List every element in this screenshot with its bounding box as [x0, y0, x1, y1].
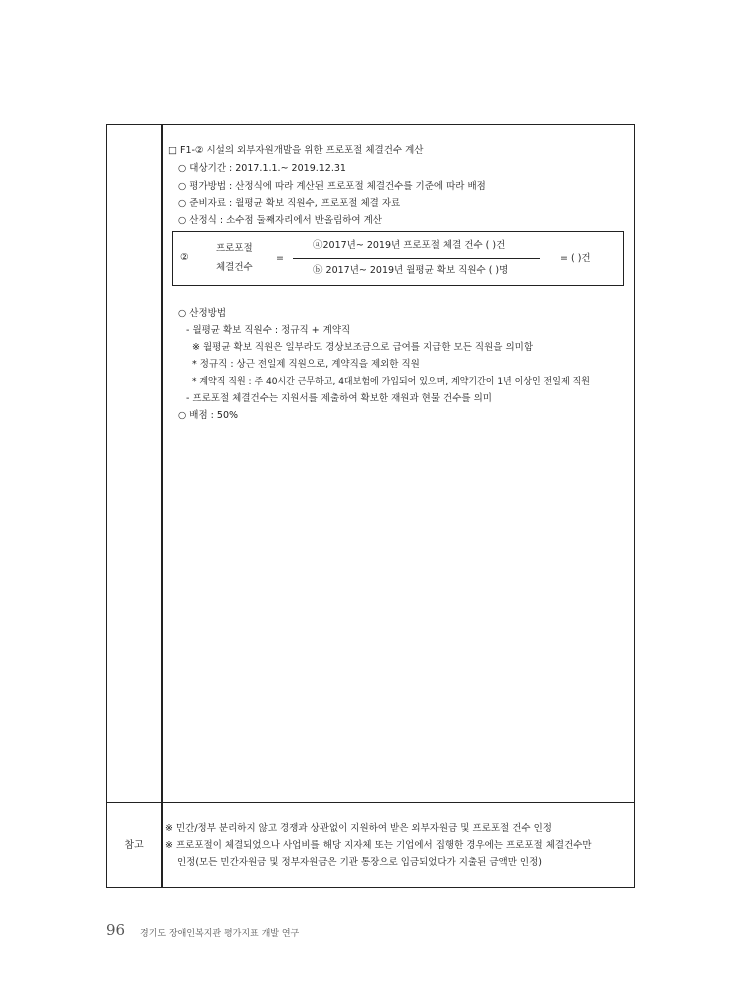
- reference-note: 인정(모든 민간자원금 및 정부자원금은 기관 통장으로 입금되었다가 지출된 금액만 인정): [177, 857, 542, 868]
- item-materials: ○ 준비자료 : 월평균 확보 직원수, 프로포절 체결 자료: [178, 198, 401, 209]
- formula-denominator: ⓑ 2017년~ 2019년 월평균 확보 직원수 ( )명: [313, 265, 509, 276]
- item-formula-rule: ○ 산정식 : 소수점 둘째자리에서 반올림하여 계산: [178, 215, 382, 226]
- method-line: * 정규직 : 상근 전일제 직원으로, 계약직을 제외한 직원: [192, 359, 420, 370]
- formula-label-line1: 프로포절: [216, 243, 253, 254]
- row-divider: [106, 802, 635, 803]
- formula-equals: =: [276, 253, 284, 264]
- reference-note: ※ 민간/정부 분리하지 않고 경쟁과 상관없이 지원하여 받은 외부자원금 및 프로포절 건수 인정: [165, 823, 552, 834]
- reference-note: ※ 프로포절이 체결되었으나 사업비를 해당 지자체 또는 기업에서 집행한 경우에는 프로포절 체결건수만: [165, 840, 592, 851]
- formula-numerator: ⓐ2017년~ 2019년 프로포절 체결 건수 ( )건: [313, 240, 506, 251]
- formula-result: = ( )건: [560, 253, 591, 264]
- method-line: ※ 월평균 확보 직원은 일부라도 경상보조금으로 급여를 지급한 모든 직원을 의미함: [192, 342, 533, 353]
- method-line: - 프로포절 체결건수는 지원서를 제출하여 확보한 재원과 현물 건수를 의미: [186, 393, 492, 404]
- item-method: ○ 평가방법 : 산정식에 따라 계산된 프로포절 체결건수를 기준에 따라 배점: [178, 181, 486, 192]
- page-number: 96: [106, 921, 126, 939]
- method-heading: ○ 산정방법: [178, 308, 227, 319]
- item-period: ○ 대상기간 : 2017.1.1.~ 2019.12.31: [178, 163, 346, 174]
- reference-label: 참고: [124, 840, 144, 851]
- footer-title: 경기도 장애인복지관 평가지표 개발 연구: [140, 929, 300, 939]
- method-line: * 계약직 직원 : 주 40시간 근무하고, 4대보험에 가입되어 있으며, 계약기간이 1년 이상인 전일제 직원: [192, 377, 590, 387]
- method-score: ○ 배점 : 50%: [178, 410, 239, 421]
- fraction-line: [293, 258, 540, 259]
- method-line: - 월평균 확보 직원수 : 정규직 + 계약직: [186, 325, 351, 336]
- formula-label-line2: 체결건수: [216, 262, 253, 273]
- section-title: □ F1-② 시설의 외부자원개발을 위한 프로포절 체결건수 계산: [168, 145, 424, 156]
- column-divider: [161, 124, 163, 888]
- formula-index: ②: [180, 252, 189, 263]
